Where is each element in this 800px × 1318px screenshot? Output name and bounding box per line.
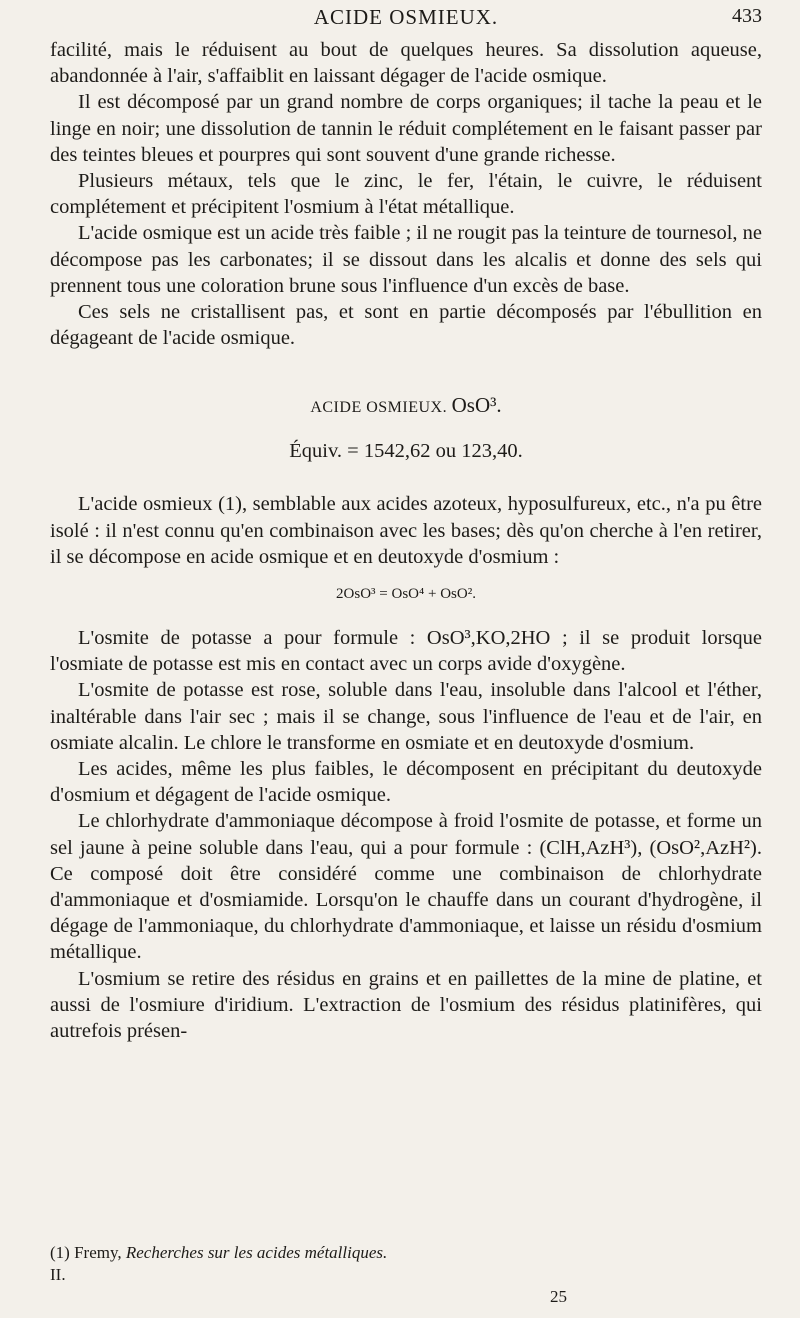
footnote-title: Recherches sur les acides métalliques.: [125, 1243, 388, 1262]
paragraph: L'osmite de potasse est rose, soluble dans l'eau, insoluble dans l'alcool et l'éther, inaltérable dans l'air sec ; mais il se change, sous l'influence de l'eau et de l'air, en osmiate alcalin. Le chlore le transforme en osmiate et en deutoxyde d'osmium.: [50, 679, 762, 754]
footnote-volume: II.: [50, 1265, 66, 1284]
paragraph: L'acide osmique est un acide très faible ; il ne rougit pas la teinture de tournesol, ne décompose pas les carbonates; il se dissout dans les alcalis et donne des sels qui prennent tous une coloration brune sous l'influence d'un excès de base.: [50, 222, 762, 297]
running-title: ACIDE OSMIEUX.: [313, 4, 499, 29]
footnote-marker: (1): [50, 1243, 70, 1262]
chemical-equation: 2OsO³ = OsO⁴ + OsO².: [336, 586, 476, 603]
paragraph: Les acides, même les plus faibles, le décomposent en précipitant du deutoxyde d'osmium et dégagent de l'acide osmique.: [50, 758, 762, 807]
equivalent-weight: Équiv. = 1542,62 ou 123,40.: [289, 440, 523, 463]
paragraph: facilité, mais le réduisent au bout de quelques heures. Sa dissolution aqueuse, abandonnée à l'air, s'affaiblit en laissant dégager de l'acide osmique.: [50, 39, 762, 88]
section-heading: [50, 393, 762, 418]
paragraph: L'osmium se retire des résidus en grains et en paillettes de la mine de platine, et aussi de l'osmiure d'iridium. L'extraction de l'osmium des résidus platinifères, qui autrefois présen-: [50, 967, 762, 1043]
page-number: 433: [732, 5, 762, 27]
section-heading-text: ACIDE OSMIEUX.: [310, 399, 448, 417]
printer-signature-mark: 25: [550, 1287, 567, 1306]
paragraph: Plusieurs métaux, tels que le zinc, le fer, l'étain, le cuivre, le réduisent complétement et précipitent l'osmium à l'état métallique.: [50, 170, 762, 219]
footnote: [50, 1242, 387, 1286]
paragraph: Il est décomposé par un grand nombre de corps organiques; il tache la peau et le linge en noir; une dissolution de tannin le réduit complétement en le faisant passer par des teintes bleues et pourpres qui sont souvent d'une grande richesse.: [50, 91, 762, 166]
running-header: [50, 2, 762, 32]
paragraph: Ces sels ne cristallisent pas, et sont en partie décomposés par l'ébullition en dégageant de l'acide osmique.: [50, 301, 762, 350]
footnote-author: Fremy,: [74, 1243, 122, 1262]
paragraph: L'osmite de potasse a pour formule : OsO³,KO,2HO ; il se produit lorsque l'osmiate de potasse est mis en contact avec un corps avide d'oxygène.: [50, 627, 762, 676]
paragraph: Le chlorhydrate d'ammoniaque décompose à froid l'osmite de potasse, et forme un sel jaune à peine soluble dans l'eau, qui a pour formule : (ClH,AzH³), (OsO²,AzH²). Ce composé doit être considéré comme une combinaison de chlorhydrate d'ammoniaque et d'osmiamide. Lorsqu'on le chauffe dans un courant d'hydrogène, il dégage de l'ammoniaque, du chlorhydrate d'ammoniaque, et laisse un résidu d'osmium métallique.: [50, 810, 762, 964]
paragraph: L'acide osmieux (1), semblable aux acides azoteux, hyposulfureux, etc., n'a pu être isolé : il n'est connu qu'en combinaison avec les bases; dès qu'on cherche à l'en retirer, il se décompose en acide osmique et en deutoxyde d'osmium :: [50, 493, 762, 568]
section-heading-formula: OsO³.: [451, 393, 502, 418]
body-text: [50, 37, 762, 1044]
